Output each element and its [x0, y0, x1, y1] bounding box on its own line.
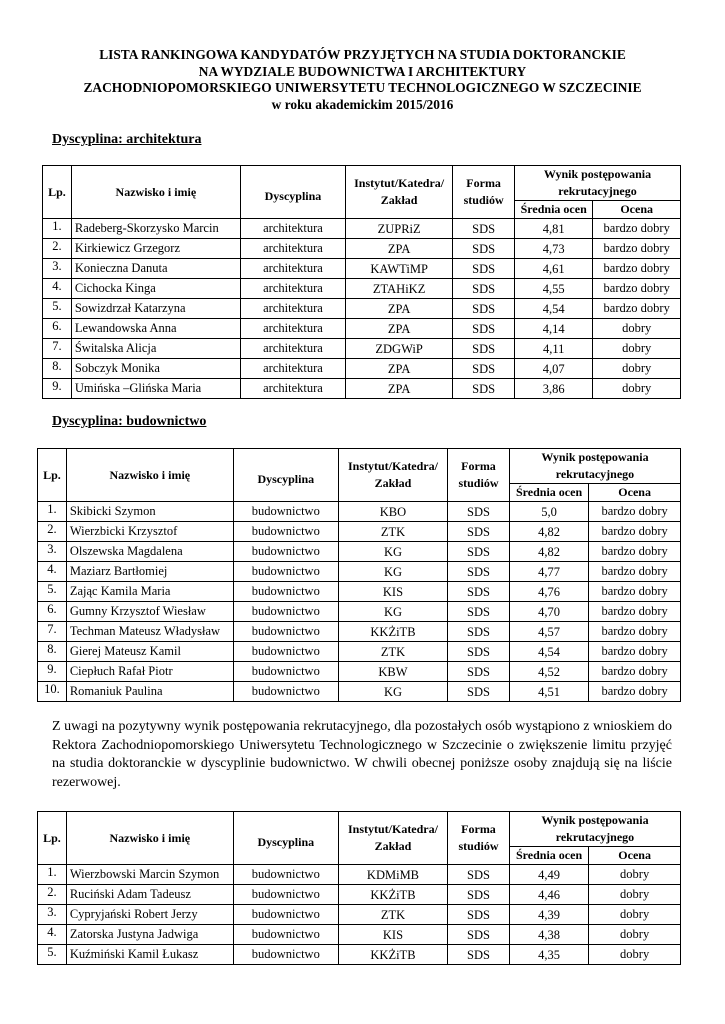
- cell-discipline: budownictwo: [233, 945, 338, 965]
- table-row: [38, 522, 681, 542]
- cell-name: Techman Mateusz Władysław: [66, 622, 233, 642]
- header-average-text: Średnia ocen: [516, 848, 583, 862]
- cell-average: 4,11: [515, 339, 593, 359]
- header-average: [515, 201, 593, 219]
- cell-average: 4,61: [515, 259, 593, 279]
- cell-form: SDS: [448, 945, 510, 965]
- cell-lp: 6.: [38, 602, 67, 622]
- cell-average: 4,81: [515, 219, 593, 239]
- table-row: [38, 662, 681, 682]
- table-row: [38, 642, 681, 662]
- cell-average: 4,14: [515, 319, 593, 339]
- cell-name: Cichocka Kinga: [71, 279, 240, 299]
- table-row: [38, 905, 681, 925]
- header-average: [509, 484, 588, 502]
- table-row: [43, 299, 681, 319]
- cell-institute: KBO: [338, 502, 447, 522]
- cell-form: SDS: [453, 359, 515, 379]
- cell-form: SDS: [448, 662, 510, 682]
- header-average-text: Średnia ocen: [520, 202, 587, 216]
- cell-name: Skibicki Szymon: [66, 502, 233, 522]
- cell-average: 4,70: [509, 602, 588, 622]
- cell-discipline: budownictwo: [233, 502, 338, 522]
- cell-institute: KG: [338, 682, 447, 702]
- cell-form: SDS: [448, 925, 510, 945]
- cell-name: Sowizdrzał Katarzyna: [71, 299, 240, 319]
- cell-form: SDS: [448, 562, 510, 582]
- header-form: [448, 449, 510, 502]
- cell-lp: 1.: [38, 865, 67, 885]
- header-form-text: Forma: [466, 176, 501, 190]
- cell-institute: ZTAHiKZ: [346, 279, 453, 299]
- cell-average: 4,73: [515, 239, 593, 259]
- table-row: [43, 219, 681, 239]
- cell-lp: 7.: [38, 622, 67, 642]
- table-row: [38, 582, 681, 602]
- header-grade: [589, 847, 681, 865]
- cell-institute: KDMiMB: [338, 865, 447, 885]
- header-institute-text: Instytut/Katedra/: [354, 176, 445, 190]
- cell-discipline: architektura: [240, 259, 345, 279]
- cell-discipline: budownictwo: [233, 602, 338, 622]
- header-institute-text: Instytut/Katedra/: [347, 822, 438, 836]
- header-lp-text: Lp.: [48, 184, 66, 199]
- title-line: LISTA RANKINGOWA KANDYDATÓW PRZYJĘTYCH NA STUDIA DOKTORANCKIE: [99, 47, 626, 62]
- cell-name: Gierej Mateusz Kamil: [66, 642, 233, 662]
- cell-discipline: budownictwo: [233, 542, 338, 562]
- cell-discipline: budownictwo: [233, 682, 338, 702]
- cell-name: Kuźmiński Kamil Łukasz: [66, 945, 233, 965]
- cell-institute: KIS: [338, 582, 447, 602]
- header-discipline-text: Dyscyplina: [257, 834, 315, 849]
- cell-form: SDS: [453, 299, 515, 319]
- header-discipline: [240, 166, 345, 219]
- cell-average: 4,38: [509, 925, 588, 945]
- cell-discipline: architektura: [240, 299, 345, 319]
- cell-lp: 4.: [43, 279, 72, 299]
- cell-lp: 3.: [38, 905, 67, 925]
- cell-grade: bardzo dobry: [589, 542, 681, 562]
- cell-average: 4,54: [515, 299, 593, 319]
- cell-grade: bardzo dobry: [589, 682, 681, 702]
- table-row: [38, 682, 681, 702]
- cell-institute: ZPA: [346, 359, 453, 379]
- table-row: [43, 359, 681, 379]
- cell-institute: ZUPRiZ: [346, 219, 453, 239]
- cell-institute: KG: [338, 542, 447, 562]
- cell-form: SDS: [453, 219, 515, 239]
- header-form-text: studiów: [458, 476, 499, 490]
- cell-discipline: architektura: [240, 339, 345, 359]
- cell-grade: bardzo dobry: [589, 502, 681, 522]
- cell-form: SDS: [453, 339, 515, 359]
- header-average: [509, 847, 588, 865]
- table-header-row: [38, 812, 681, 847]
- ranking-table: [42, 165, 681, 399]
- header-name: [66, 812, 233, 865]
- cell-name: Lewandowska Anna: [71, 319, 240, 339]
- title-line: NA WYDZIALE BUDOWNICTWA I ARCHITEKTURY: [198, 63, 527, 79]
- cell-average: 4,82: [509, 522, 588, 542]
- cell-institute: ZPA: [346, 319, 453, 339]
- header-lp: [43, 166, 72, 219]
- header-discipline-text: Dyscyplina: [257, 471, 315, 486]
- cell-grade: bardzo dobry: [589, 662, 681, 682]
- header-institute: [338, 449, 447, 502]
- cell-grade: bardzo dobry: [593, 259, 681, 279]
- header-form-text: Forma: [461, 459, 496, 473]
- header-result-text: Wynik postępowania: [543, 167, 652, 181]
- header-grade-text: Ocena: [620, 202, 654, 216]
- header-grade: [589, 484, 681, 502]
- cell-institute: ZTK: [338, 905, 447, 925]
- cell-institute: KKŻiTB: [338, 945, 447, 965]
- cell-discipline: architektura: [240, 239, 345, 259]
- title-line: ZACHODNIOPOMORSKIEGO UNIWERSYTETU TECHNOLOGICZNEGO W SZCZECINIE: [83, 80, 642, 96]
- cell-name: Konieczna Danuta: [71, 259, 240, 279]
- cell-institute: ZTK: [338, 642, 447, 662]
- cell-institute: ZPA: [346, 239, 453, 259]
- cell-name: Zając Kamila Maria: [66, 582, 233, 602]
- cell-form: SDS: [448, 602, 510, 622]
- cell-institute: KKŻiTB: [338, 885, 447, 905]
- cell-lp: 1.: [43, 219, 72, 239]
- table-row: [38, 562, 681, 582]
- header-discipline: [233, 449, 338, 502]
- cell-lp: 10.: [38, 682, 67, 702]
- header-name: [71, 166, 240, 219]
- cell-lp: 2.: [38, 885, 67, 905]
- cell-discipline: budownictwo: [233, 522, 338, 542]
- cell-discipline: budownictwo: [233, 885, 338, 905]
- cell-average: 5,0: [509, 502, 588, 522]
- cell-average: 4,39: [509, 905, 588, 925]
- cell-average: 4,51: [509, 682, 588, 702]
- cell-institute: KG: [338, 562, 447, 582]
- cell-average: 4,49: [509, 865, 588, 885]
- table-row: [38, 865, 681, 885]
- cell-grade: bardzo dobry: [589, 562, 681, 582]
- header-lp-text: Lp.: [43, 830, 61, 845]
- table-row: [38, 885, 681, 905]
- cell-form: SDS: [448, 642, 510, 662]
- cell-average: 4,07: [515, 359, 593, 379]
- header-result-text: rekrutacyjnego: [558, 184, 637, 198]
- cell-institute: KIS: [338, 925, 447, 945]
- ranking-table: [37, 448, 681, 702]
- cell-institute: KG: [338, 602, 447, 622]
- cell-form: SDS: [453, 279, 515, 299]
- cell-name: Radeberg-Skorzysko Marcin: [71, 219, 240, 239]
- cell-grade: bardzo dobry: [593, 239, 681, 259]
- cell-discipline: architektura: [240, 219, 345, 239]
- table-row: [43, 239, 681, 259]
- cell-form: SDS: [448, 905, 510, 925]
- cell-average: 4,55: [515, 279, 593, 299]
- cell-name: Gumny Krzysztof Wiesław: [66, 602, 233, 622]
- cell-form: SDS: [448, 865, 510, 885]
- cell-form: SDS: [448, 682, 510, 702]
- header-result-text: Wynik postępowania: [541, 813, 649, 827]
- table-row: [38, 502, 681, 522]
- reserve-list-note: Z uwagi na pozytywny wynik postępowania rekrutacyjnego, dla pozostałych osób wystąpiono z wnioskiem do Rektora Zachodniopomorskiego Uniwersytetu Technologicznego w Szczecinie o zwiększenie limitu przyjęć na studia doktoranckie w dyscyplinie budownictwo. W chwili obecnej poniższe osoby znajdują się na liście rezerwowej.: [52, 719, 672, 790]
- cell-name: Ciepłuch Rafał Piotr: [66, 662, 233, 682]
- table-row: [43, 339, 681, 359]
- cell-grade: bardzo dobry: [589, 622, 681, 642]
- cell-institute: ZPA: [346, 299, 453, 319]
- cell-discipline: budownictwo: [233, 865, 338, 885]
- cell-grade: bardzo dobry: [593, 219, 681, 239]
- cell-lp: 2.: [38, 522, 67, 542]
- table-header-row: [43, 166, 681, 201]
- cell-lp: 4.: [38, 925, 67, 945]
- cell-average: 4,46: [509, 885, 588, 905]
- cell-lp: 7.: [43, 339, 72, 359]
- cell-form: SDS: [448, 885, 510, 905]
- cell-lp: 2.: [43, 239, 72, 259]
- header-discipline: [233, 812, 338, 865]
- cell-grade: dobry: [593, 319, 681, 339]
- cell-grade: dobry: [589, 905, 681, 925]
- header-form-text: studiów: [458, 839, 499, 853]
- cell-name: Wierzbicki Krzysztof: [66, 522, 233, 542]
- cell-grade: dobry: [593, 359, 681, 379]
- header-average-text: Średnia ocen: [516, 485, 583, 499]
- header-form: [453, 166, 515, 219]
- cell-average: 4,57: [509, 622, 588, 642]
- header-institute-text: Instytut/Katedra/: [347, 459, 438, 473]
- cell-form: SDS: [448, 622, 510, 642]
- header-result: [515, 166, 681, 201]
- header-lp: [38, 449, 67, 502]
- header-result-text: Wynik postępowania: [541, 450, 649, 464]
- cell-discipline: budownictwo: [233, 582, 338, 602]
- cell-discipline: architektura: [240, 379, 345, 399]
- cell-discipline: budownictwo: [233, 925, 338, 945]
- cell-form: SDS: [448, 542, 510, 562]
- cell-grade: bardzo dobry: [593, 299, 681, 319]
- table-row: [43, 319, 681, 339]
- section-heading-architecture: Dyscyplina: architektura: [52, 132, 202, 147]
- table-row: [43, 279, 681, 299]
- header-form: [448, 812, 510, 865]
- header-name-text: Nazwisko i imię: [109, 830, 191, 845]
- cell-form: SDS: [453, 319, 515, 339]
- cell-discipline: architektura: [240, 319, 345, 339]
- header-institute: [346, 166, 453, 219]
- table-row: [43, 379, 681, 399]
- header-form-text: studiów: [463, 193, 504, 207]
- cell-grade: bardzo dobry: [589, 642, 681, 662]
- header-name: [66, 449, 233, 502]
- cell-form: SDS: [448, 582, 510, 602]
- cell-lp: 8.: [43, 359, 72, 379]
- cell-grade: dobry: [593, 379, 681, 399]
- cell-name: Sobczyk Monika: [71, 359, 240, 379]
- section-heading-civil-engineering: Dyscyplina: budownictwo: [52, 414, 207, 429]
- header-result-text: rekrutacyjnego: [555, 467, 635, 481]
- cell-institute: KBW: [338, 662, 447, 682]
- header-institute: [338, 812, 447, 865]
- header-grade-text: Ocena: [618, 848, 651, 862]
- header-name-text: Nazwisko i imię: [115, 184, 197, 199]
- cell-grade: dobry: [589, 925, 681, 945]
- cell-grade: bardzo dobry: [589, 582, 681, 602]
- header-grade-text: Ocena: [618, 485, 651, 499]
- header-result-text: rekrutacyjnego: [555, 830, 635, 844]
- cell-discipline: budownictwo: [233, 662, 338, 682]
- cell-grade: dobry: [589, 945, 681, 965]
- table-row: [38, 945, 681, 965]
- cell-discipline: budownictwo: [233, 905, 338, 925]
- table-row: [38, 622, 681, 642]
- cell-form: SDS: [453, 259, 515, 279]
- cell-lp: 9.: [38, 662, 67, 682]
- cell-average: 4,54: [509, 642, 588, 662]
- cell-grade: dobry: [589, 865, 681, 885]
- cell-lp: 3.: [43, 259, 72, 279]
- cell-grade: bardzo dobry: [589, 602, 681, 622]
- cell-institute: ZDGWiP: [346, 339, 453, 359]
- cell-name: Olszewska Magdalena: [66, 542, 233, 562]
- cell-lp: 6.: [43, 319, 72, 339]
- cell-name: Kirkiewicz Grzegorz: [71, 239, 240, 259]
- header-discipline-text: Dyscyplina: [264, 188, 322, 203]
- cell-average: 4,82: [509, 542, 588, 562]
- header-grade: [593, 201, 681, 219]
- cell-institute: ZTK: [338, 522, 447, 542]
- cell-name: Wierzbowski Marcin Szymon: [66, 865, 233, 885]
- cell-name: Umińska –Glińska Maria: [71, 379, 240, 399]
- cell-grade: bardzo dobry: [593, 279, 681, 299]
- cell-form: SDS: [448, 522, 510, 542]
- header-lp: [38, 812, 67, 865]
- header-name-text: Nazwisko i imię: [109, 467, 191, 482]
- cell-lp: 5.: [38, 945, 67, 965]
- table-header-row: [38, 449, 681, 484]
- cell-average: 4,77: [509, 562, 588, 582]
- cell-form: SDS: [453, 239, 515, 259]
- cell-discipline: architektura: [240, 279, 345, 299]
- document-title: [0, 47, 725, 113]
- table-row: [38, 925, 681, 945]
- cell-name: Romaniuk Paulina: [66, 682, 233, 702]
- cell-institute: KAWTiMP: [346, 259, 453, 279]
- cell-name: Cypryjański Robert Jerzy: [66, 905, 233, 925]
- cell-name: Maziarz Bartłomiej: [66, 562, 233, 582]
- table-row: [38, 602, 681, 622]
- cell-institute: ZPA: [346, 379, 453, 399]
- cell-lp: 5.: [43, 299, 72, 319]
- cell-discipline: architektura: [240, 359, 345, 379]
- cell-form: SDS: [448, 502, 510, 522]
- cell-institute: KKŻiTB: [338, 622, 447, 642]
- cell-average: 4,35: [509, 945, 588, 965]
- cell-average: 4,52: [509, 662, 588, 682]
- header-form-text: Forma: [461, 822, 496, 836]
- table-row: [43, 259, 681, 279]
- cell-discipline: budownictwo: [233, 642, 338, 662]
- header-institute-text: Zakład: [374, 839, 412, 853]
- header-institute-text: Zakład: [380, 193, 418, 207]
- cell-lp: 3.: [38, 542, 67, 562]
- header-institute-text: Zakład: [374, 476, 412, 490]
- cell-lp: 4.: [38, 562, 67, 582]
- table-row: [38, 542, 681, 562]
- cell-discipline: budownictwo: [233, 622, 338, 642]
- cell-form: SDS: [453, 379, 515, 399]
- cell-lp: 9.: [43, 379, 72, 399]
- cell-grade: dobry: [589, 885, 681, 905]
- cell-discipline: budownictwo: [233, 562, 338, 582]
- cell-name: Zatorska Justyna Jadwiga: [66, 925, 233, 945]
- ranking-table: [37, 811, 681, 965]
- header-lp-text: Lp.: [43, 467, 61, 482]
- cell-average: 4,76: [509, 582, 588, 602]
- cell-grade: bardzo dobry: [589, 522, 681, 542]
- title-line: w roku akademickim 2015/2016: [271, 96, 454, 112]
- cell-average: 3,86: [515, 379, 593, 399]
- cell-lp: 5.: [38, 582, 67, 602]
- header-result: [509, 449, 680, 484]
- cell-grade: dobry: [593, 339, 681, 359]
- cell-lp: 8.: [38, 642, 67, 662]
- header-result: [509, 812, 680, 847]
- cell-name: Ruciński Adam Tadeusz: [66, 885, 233, 905]
- cell-name: Świtalska Alicja: [71, 339, 240, 359]
- cell-lp: 1.: [38, 502, 67, 522]
